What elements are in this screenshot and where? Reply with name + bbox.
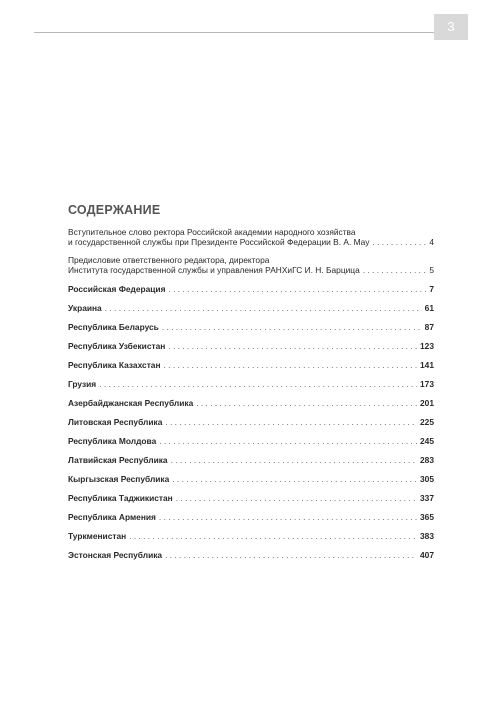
toc-entry-page: 225 (420, 417, 434, 427)
dot-leader (172, 474, 417, 484)
toc-entry-label: Республика Молдова (68, 436, 157, 446)
toc-entry-label: Российская Федерация (68, 284, 166, 294)
toc-entry-line: Вступительное слово ректора Российской академии народного хозяйства (68, 227, 356, 237)
toc-entry-label: Грузия (68, 379, 97, 389)
dot-leader (168, 284, 426, 294)
toc-entry-belarus[interactable] (68, 322, 434, 332)
toc-entry-line: Предисловие ответственного редактора, директора (68, 255, 270, 265)
toc-entry-page: 173 (420, 379, 434, 389)
toc-entry-label: Латвийская Республика (68, 455, 168, 465)
toc-entry-label: Литовская Республика (68, 417, 163, 427)
toc-entry-page: 283 (420, 455, 434, 465)
toc-entry-latvia[interactable] (68, 455, 434, 465)
toc-entry-page: 365 (420, 512, 434, 522)
toc-entry-page: 305 (420, 474, 434, 484)
dot-leader (159, 512, 417, 522)
toc-entry-page: 7 (429, 284, 434, 294)
toc-entry-label: Республика Таджикистан (68, 493, 173, 503)
toc-entry-kazakhstan[interactable] (68, 360, 434, 370)
toc-entry-label: Эстонская Республика (68, 550, 163, 560)
toc-list (68, 227, 434, 569)
toc-entry-kyrgyzstan[interactable] (68, 474, 434, 484)
toc-title: СОДЕРЖАНИЕ (68, 203, 161, 217)
toc-entry-page: 4 (429, 237, 434, 247)
dot-leader (164, 360, 417, 370)
toc-entry-turkmenistan[interactable] (68, 531, 434, 541)
toc-entry-label: Туркменистан (68, 531, 127, 541)
toc-entry-uzbekistan[interactable] (68, 341, 434, 351)
dot-leader (105, 303, 422, 313)
dot-leader (129, 531, 417, 541)
toc-entry-foreword-rector[interactable] (68, 227, 434, 247)
toc-entry-page: 337 (420, 493, 434, 503)
toc-entry-label: Украина (68, 303, 102, 313)
dot-leader (372, 237, 426, 247)
toc-entry-estonia[interactable] (68, 550, 434, 560)
dot-leader (171, 455, 417, 465)
toc-entry-tajikistan[interactable] (68, 493, 434, 503)
toc-entry-label: Республика Казахстан (68, 360, 161, 370)
toc-entry-moldova[interactable] (68, 436, 434, 446)
page-number-tab (434, 14, 468, 40)
dot-leader (159, 436, 417, 446)
dot-leader (162, 322, 422, 332)
toc-entry-georgia[interactable] (68, 379, 434, 389)
toc-entry-page: 245 (420, 436, 434, 446)
toc-entry-label: Азербайджанская Республика (68, 398, 194, 408)
toc-entry-foreword-editor[interactable] (68, 255, 434, 275)
toc-entry-page: 87 (424, 322, 434, 332)
toc-entry-page: 61 (424, 303, 434, 313)
toc-entry-page: 123 (420, 341, 434, 351)
dot-leader (165, 550, 417, 560)
toc-entry-page: 407 (420, 550, 434, 560)
toc-entry-page: 383 (420, 531, 434, 541)
toc-entry-russia[interactable] (68, 284, 434, 294)
toc-entry-armenia[interactable] (68, 512, 434, 522)
toc-entry-label: и государственной службы при Президенте Российской Федерации В. А. Мау (68, 237, 370, 247)
toc-entry-label: Республика Беларусь (68, 322, 159, 332)
dot-leader (165, 417, 417, 427)
toc-entry-page: 201 (420, 398, 434, 408)
header-rule (34, 32, 434, 33)
toc-entry-lithuania[interactable] (68, 417, 434, 427)
toc-entry-label: Кыргызская Республика (68, 474, 170, 484)
toc-entry-ukraine[interactable] (68, 303, 434, 313)
dot-leader (99, 379, 417, 389)
dot-leader (168, 341, 417, 351)
toc-entry-azerbaijan[interactable] (68, 398, 434, 408)
toc-entry-label: Республика Узбекистан (68, 341, 166, 351)
dot-leader (176, 493, 417, 503)
toc-entry-label: Института государственной службы и управления РАНХиГС И. Н. Барцица (68, 265, 360, 275)
dot-leader (363, 265, 427, 275)
dot-leader (196, 398, 417, 408)
toc-entry-page: 5 (429, 265, 434, 275)
page-number: 3 (447, 19, 455, 34)
toc-entry-page: 141 (420, 360, 434, 370)
toc-entry-label: Республика Армения (68, 512, 156, 522)
